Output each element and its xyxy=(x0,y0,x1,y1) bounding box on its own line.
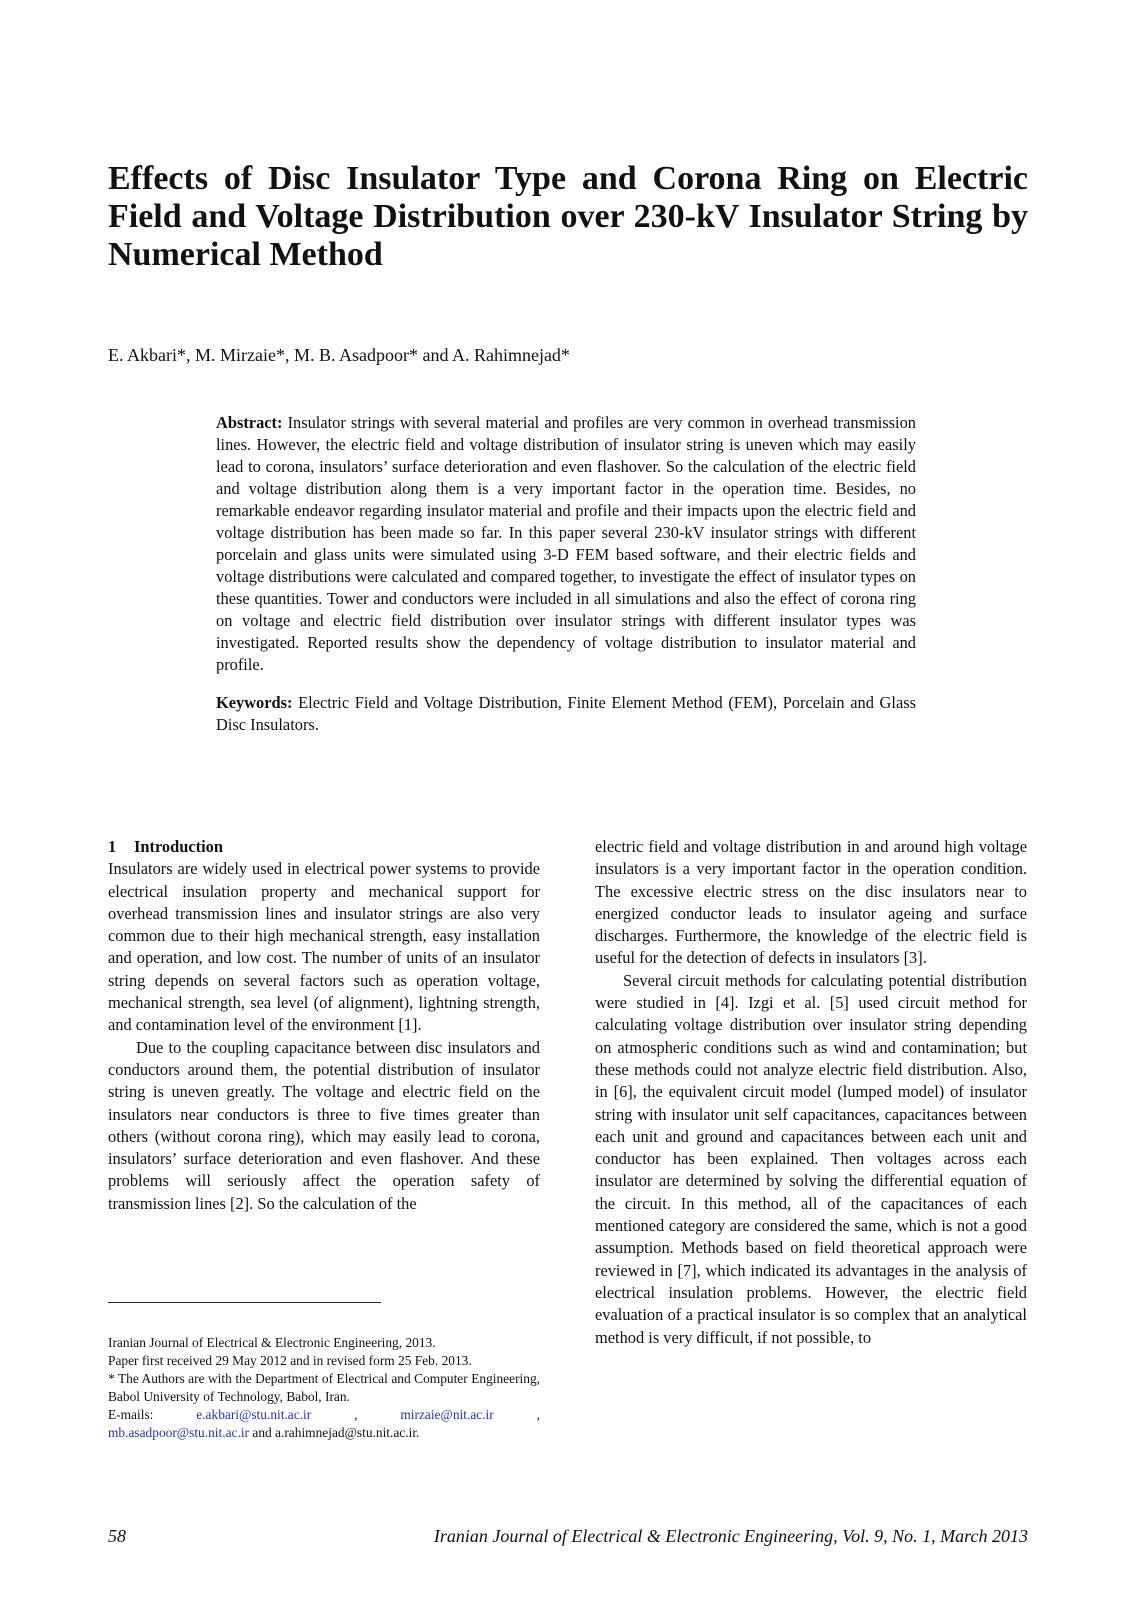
abstract-text: Insulator strings with several material and profiles are very common in overhead transmission lines. However, the electric field and voltage distribution of insulator string is uneven which may easily lead to corona, insulators’ surface deterioration and even flashover. So the calculation of the electric field and voltage distribution along them is a very important factor in the operation time. Besides, no remarkable endeavor regarding insulator material and profile and their impacts upon the electric field and voltage distribution has been made so far. In this paper several 230-kV insulator strings with different porcelain and glass units were simulated using 3-D FEM based software, and their electric fields and voltage distributions were calculated and compared together, to investigate the effect of insulator types on these quantities. Tower and conductors were included in all simulations and also the effect of corona ring on voltage and electric field distribution over insulator strings with different insulator types was investigated. Reported results show the dependency of voltage distribution to insulator material and profile. xyxy=(216,413,916,674)
keywords-text: Electric Field and Voltage Distribution, Finite Element Method (FEM), Porcelain and Glass Disc Insulators. xyxy=(216,693,916,734)
author-list: E. Akbari*, M. Mirzaie*, M. B. Asadpoor* and A. Rahimnejad* xyxy=(108,345,570,365)
email-separator: , xyxy=(354,1407,358,1422)
abstract-label: Abstract: xyxy=(216,413,283,432)
intro-paragraph-2: Due to the coupling capacitance between disc insulators and conductors around them, the potential distribution of insulator string is uneven greatly. The voltage and electric field on the insulators near conductors is three to five times greater than others (without corona ring), which may easily lead to corona, insulators’ surface deterioration and even flashover. And these problems will seriously affect the operation safety of transmission lines [2]. So the calculation of the xyxy=(108,1037,540,1213)
right-column xyxy=(595,836,1027,1349)
right-paragraph-1: electric field and voltage distribution in and around high voltage insulators is a very important factor in the operation condition. The excessive electric stress on the disc insulators near to energized conductor leads to insulator ageing and surface discharges. Furthermore, the knowledge of the electric field is useful for the detection of defects in insulators [3]. xyxy=(595,837,1027,968)
email-separator: , xyxy=(536,1407,540,1422)
email-link-akbari[interactable]: e.akbari@stu.nit.ac.ir xyxy=(196,1407,312,1422)
footnote-received-line: Paper first received 29 May 2012 and in revised form 25 Feb. 2013. xyxy=(108,1353,472,1368)
email-tail: and a.rahimnejad@stu.nit.ac.ir. xyxy=(252,1425,420,1440)
keywords-label: Keywords: xyxy=(216,693,293,712)
paper-title: Effects of Disc Insulator Type and Corona Ring on Electric Field and Voltage Distribution over 230-kV Insulator String by Numerical Method xyxy=(108,160,1028,273)
footnote-journal-line: Iranian Journal of Electrical & Electronic Engineering, 2013. xyxy=(108,1335,436,1350)
footnote-emails-continued xyxy=(108,1424,540,1442)
section-title: Introduction xyxy=(134,837,223,856)
abstract-block xyxy=(216,412,916,736)
footnote-divider xyxy=(108,1302,381,1303)
abstract xyxy=(216,412,916,676)
section-number: 1 xyxy=(108,837,117,856)
page-number: 58 xyxy=(108,1526,126,1546)
email-link-asadpoor[interactable]: mb.asadpoor@stu.nit.ac.ir xyxy=(108,1425,250,1440)
right-paragraph-2: Several circuit methods for calculating potential distribution were studied in [4]. Izgi et al. [5] used circuit method for calculating voltage distribution over insulator string depending on atmospheric conditions such as wind and contamination; but these methods could not analyze electric field distribution. Also, in [6], the equivalent circuit model (lumped model) of insulator string with insulator unit self capacitances, capacitances between each unit and ground and capacitances between each unit and conductor has been explained. Then voltages across each insulator are determined by solving the differential equation of the circuit. In this method, all of the capacitances of each mentioned category are considered the same, which is not a good assumption. Methods based on field theoretical approach were reviewed in [7], which indicated its advantages in the analysis of electrical insulation problems. However, the electric field evaluation of a practical insulator is so complex that an analytical method is very difficult, if not possible, to xyxy=(595,970,1027,1347)
left-column xyxy=(108,836,540,1215)
running-footer: Iranian Journal of Electrical & Electronic Engineering, Vol. 9, No. 1, March 2013 xyxy=(433,1526,1028,1546)
section-heading xyxy=(108,836,540,858)
footnote xyxy=(108,1334,540,1442)
footnote-emails-line xyxy=(108,1406,540,1424)
footnote-affiliation: * The Authors are with the Department of Electrical and Computer Engineering, Babol University of Technology, Babol, Iran. xyxy=(108,1371,540,1404)
email-link-mirzaie[interactable]: mirzaie@nit.ac.ir xyxy=(400,1407,494,1422)
emails-label: E-mails: xyxy=(108,1407,154,1422)
keywords xyxy=(216,692,916,736)
intro-paragraph-1: Insulators are widely used in electrical power systems to provide electrical insulation property and mechanical support for overhead transmission lines and insulator strings are also very common due to their high mechanical strength, easy installation and operation, and low cost. The number of units of an insulator string depends on several factors such as operation voltage, mechanical strength, sea level (of alignment), lightning strength, and contamination level of the environment [1]. xyxy=(108,859,540,1035)
